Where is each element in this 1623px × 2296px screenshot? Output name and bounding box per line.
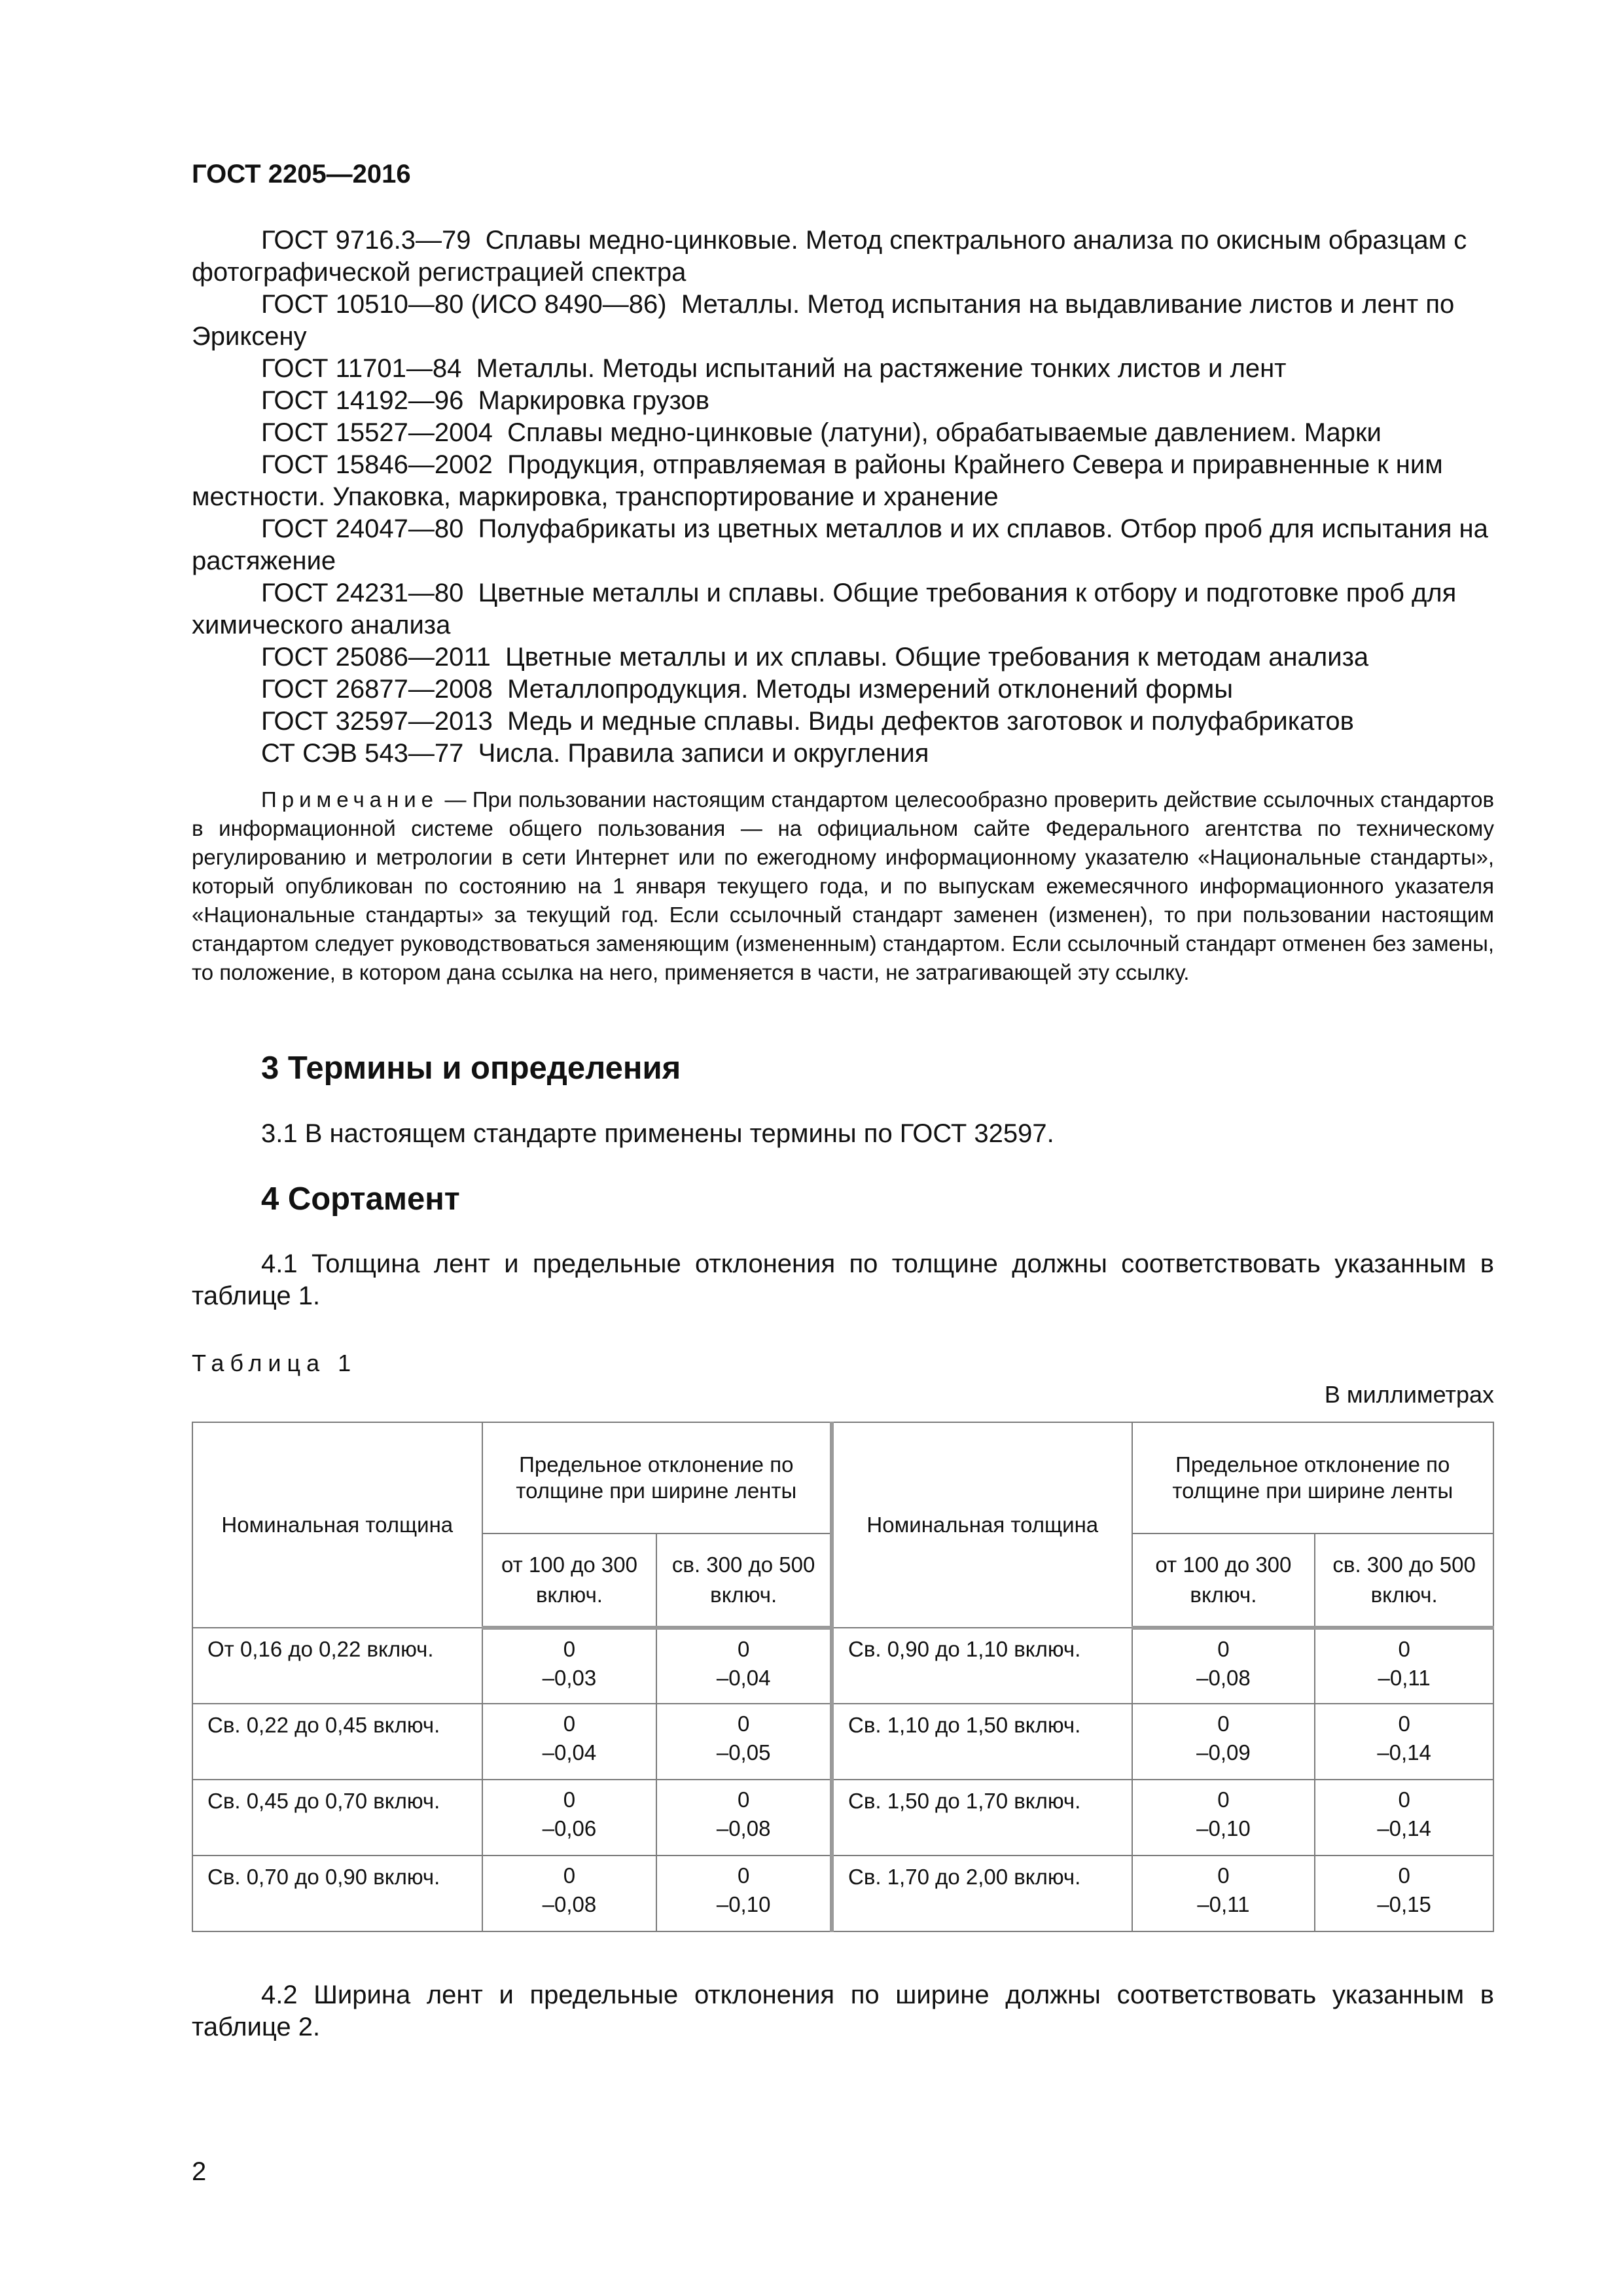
lower-deviation: –0,06: [542, 1816, 597, 1840]
reference-code: ГОСТ 25086—2011: [261, 643, 491, 672]
upper-deviation: 0: [1398, 1863, 1410, 1888]
deviation-cell: [656, 1704, 832, 1780]
reference-item: [192, 449, 1494, 513]
header-nominal-thickness: Номинальная толщина: [832, 1422, 1132, 1628]
lower-deviation: –0,10: [716, 1892, 771, 1916]
deviation-cell: [656, 1628, 832, 1704]
table-row: [192, 1704, 1493, 1780]
reference-code: ГОСТ 11701—84: [261, 354, 462, 383]
header-width-100-300: от 100 до 300 включ.: [482, 1534, 657, 1628]
nominal-cell: Св. 1,10 до 1,50 включ.: [832, 1704, 1132, 1780]
deviation-cell: [656, 1856, 832, 1931]
reference-item: [192, 353, 1494, 385]
reference-text: Цветные металлы и сплавы. Общие требования к отбору и подготовке проб для химического анализа: [192, 579, 1457, 639]
lower-deviation: –0,11: [1378, 1666, 1431, 1690]
table-row: [192, 1628, 1493, 1704]
lower-deviation: –0,08: [1196, 1666, 1251, 1690]
reference-item: [192, 385, 1494, 417]
reference-item: [192, 738, 1494, 770]
reference-text: Металлопродукция. Методы измерений отклонений формы: [507, 675, 1234, 704]
reference-text: Полуфабрикаты из цветных металлов и их сплавов. Отбор проб для испытания на растяжение: [192, 514, 1488, 575]
lower-deviation: –0,11: [1197, 1892, 1250, 1916]
reference-item: [192, 673, 1494, 706]
deviation-cell: [1315, 1704, 1493, 1780]
reference-code: ГОСТ 14192—96: [261, 386, 464, 415]
lower-deviation: –0,08: [542, 1892, 597, 1916]
table-caption: Таблица 1: [192, 1350, 357, 1376]
deviation-cell: [1315, 1628, 1493, 1704]
nominal-cell: Св. 0,22 до 0,45 включ.: [192, 1704, 482, 1780]
upper-deviation: 0: [737, 1712, 750, 1736]
nominal-cell: Св. 0,45 до 0,70 включ.: [192, 1780, 482, 1856]
reference-text: Цветные металлы и их сплавы. Общие требования к методам анализа: [505, 643, 1369, 672]
document-header: ГОСТ 2205—2016: [192, 160, 411, 188]
upper-deviation: 0: [1398, 1712, 1410, 1736]
reference-code: ГОСТ 32597—2013: [261, 707, 493, 736]
table-row: [192, 1856, 1493, 1931]
upper-deviation: 0: [563, 1863, 576, 1888]
lower-deviation: –0,08: [716, 1816, 771, 1840]
upper-deviation: 0: [737, 1863, 750, 1888]
header-deviation: Предельное отклонение по толщине при ширине ленты: [482, 1422, 832, 1534]
deviation-cell: [1132, 1780, 1315, 1856]
lower-deviation: –0,15: [1377, 1892, 1431, 1916]
reference-text: Сплавы медно-цинковые (латуни), обрабатываемые давлением. Марки: [507, 418, 1382, 447]
reference-text: Сплавы медно-цинковые. Метод спектрального анализа по окисным образцам с фотографической регистрацией спектра: [192, 226, 1467, 287]
reference-code: ГОСТ 15846—2002: [261, 450, 493, 479]
reference-item: [192, 224, 1494, 289]
section-3-heading: 3 Термины и определения: [261, 1050, 681, 1086]
upper-deviation: 0: [737, 1637, 750, 1661]
table-units: В миллиметрах: [1324, 1381, 1494, 1408]
nominal-cell: Св. 0,70 до 0,90 включ.: [192, 1856, 482, 1931]
reference-text: Медь и медные сплавы. Виды дефектов заготовок и полуфабрикатов: [507, 707, 1354, 736]
table-row: [192, 1780, 1493, 1856]
upper-deviation: 0: [563, 1712, 576, 1736]
paragraph-4-1: 4.1 Толщина лент и предельные отклонения по толщине должны соответствовать указанным в таблице 1.: [192, 1249, 1494, 1310]
deviation-cell: [1315, 1780, 1493, 1856]
note-label: Примечание: [261, 787, 439, 812]
reference-item: [192, 417, 1494, 449]
reference-code: ГОСТ 15527—2004: [261, 418, 493, 447]
reference-code: ГОСТ 24231—80: [261, 579, 464, 607]
note-text: — При пользовании настоящим стандартом целесообразно проверить действие ссылочных стандартов в информационной системе общего пользования — на официальном сайте Федерального агентства по техническому регулированию и метрологии в сети Интернет или по ежегодному информационному указателю «Национальные стандарты», который опубликован по состоянию на 1 января текущего года, и по выпускам ежемесячного информационного указателя «Национальные стандарты» за текущий год. Если ссылочный стандарт заменен (изменен), то при пользовании настоящим стандартом следует руководствоваться заменяющим (измененным) стандартом. Если ссылочный стандарт отменен без замены, то положение, в котором дана ссылка на него, применяется в части, не затрагивающей эту ссылку.: [192, 787, 1494, 984]
deviation-cell: [482, 1628, 657, 1704]
header-width-300-500: св. 300 до 500 включ.: [1315, 1534, 1493, 1628]
upper-deviation: 0: [1217, 1637, 1230, 1661]
lower-deviation: –0,03: [542, 1666, 597, 1690]
deviation-cell: [482, 1704, 657, 1780]
upper-deviation: 0: [1398, 1637, 1410, 1661]
deviation-cell: [1132, 1856, 1315, 1931]
paragraph-4-2: 4.2 Ширина лент и предельные отклонения по ширине должны соответствовать указанным в таблице 2.: [192, 1981, 1494, 2041]
lower-deviation: –0,14: [1377, 1816, 1431, 1840]
lower-deviation: –0,04: [542, 1740, 597, 1765]
deviation-cell: [1132, 1628, 1315, 1704]
reference-text: Маркировка грузов: [478, 386, 709, 415]
upper-deviation: 0: [1217, 1787, 1230, 1812]
deviation-cell: [1315, 1856, 1493, 1931]
deviation-cell: [482, 1856, 657, 1931]
lower-deviation: –0,04: [716, 1666, 771, 1690]
reference-item: [192, 289, 1494, 353]
reference-text: Металлы. Методы испытаний на растяжение тонких листов и лент: [476, 354, 1287, 383]
upper-deviation: 0: [737, 1787, 750, 1812]
reference-code: ГОСТ 24047—80: [261, 514, 464, 543]
lower-deviation: –0,10: [1196, 1816, 1251, 1840]
reference-text: Числа. Правила записи и округления: [478, 739, 929, 768]
reference-text: Металлы. Метод испытания на выдавливание листов и лент по Эриксену: [192, 290, 1455, 351]
reference-code: ГОСТ 10510—80 (ИСО 8490—86): [261, 290, 667, 319]
header-width-100-300: от 100 до 300 включ.: [1132, 1534, 1315, 1628]
upper-deviation: 0: [1217, 1712, 1230, 1736]
upper-deviation: 0: [1398, 1787, 1410, 1812]
references-note: [192, 785, 1494, 987]
reference-code: ГОСТ 26877—2008: [261, 675, 493, 704]
thickness-deviation-table: [192, 1422, 1494, 1932]
upper-deviation: 0: [1217, 1863, 1230, 1888]
header-width-300-500: св. 300 до 500 включ.: [656, 1534, 832, 1628]
lower-deviation: –0,14: [1377, 1740, 1431, 1765]
header-deviation: Предельное отклонение по толщине при ширине ленты: [1132, 1422, 1493, 1534]
nominal-cell: От 0,16 до 0,22 включ.: [192, 1628, 482, 1704]
upper-deviation: 0: [563, 1637, 576, 1661]
deviation-cell: [1132, 1704, 1315, 1780]
lower-deviation: –0,09: [1196, 1740, 1251, 1765]
reference-item: [192, 706, 1494, 738]
section-4-heading: 4 Сортамент: [261, 1181, 460, 1217]
upper-deviation: 0: [563, 1787, 576, 1812]
reference-code: СТ СЭВ 543—77: [261, 739, 464, 768]
paragraph-3-1: 3.1 В настоящем стандарте применены термины по ГОСТ 32597.: [261, 1119, 1054, 1148]
page-number: 2: [192, 2157, 207, 2186]
nominal-cell: Св. 0,90 до 1,10 включ.: [832, 1628, 1132, 1704]
reference-item: [192, 577, 1494, 641]
reference-item: [192, 513, 1494, 577]
lower-deviation: –0,05: [716, 1740, 771, 1765]
deviation-cell: [656, 1780, 832, 1856]
nominal-cell: Св. 1,70 до 2,00 включ.: [832, 1856, 1132, 1931]
reference-item: [192, 641, 1494, 673]
nominal-cell: Св. 1,50 до 1,70 включ.: [832, 1780, 1132, 1856]
reference-text: Продукция, отправляемая в районы Крайнего Севера и приравненные к ним местности. Упаковка, маркировка, транспортирование и хранение: [192, 450, 1443, 511]
deviation-cell: [482, 1780, 657, 1856]
reference-code: ГОСТ 9716.3—79: [261, 226, 471, 255]
header-nominal-thickness: Номинальная толщина: [192, 1422, 482, 1628]
